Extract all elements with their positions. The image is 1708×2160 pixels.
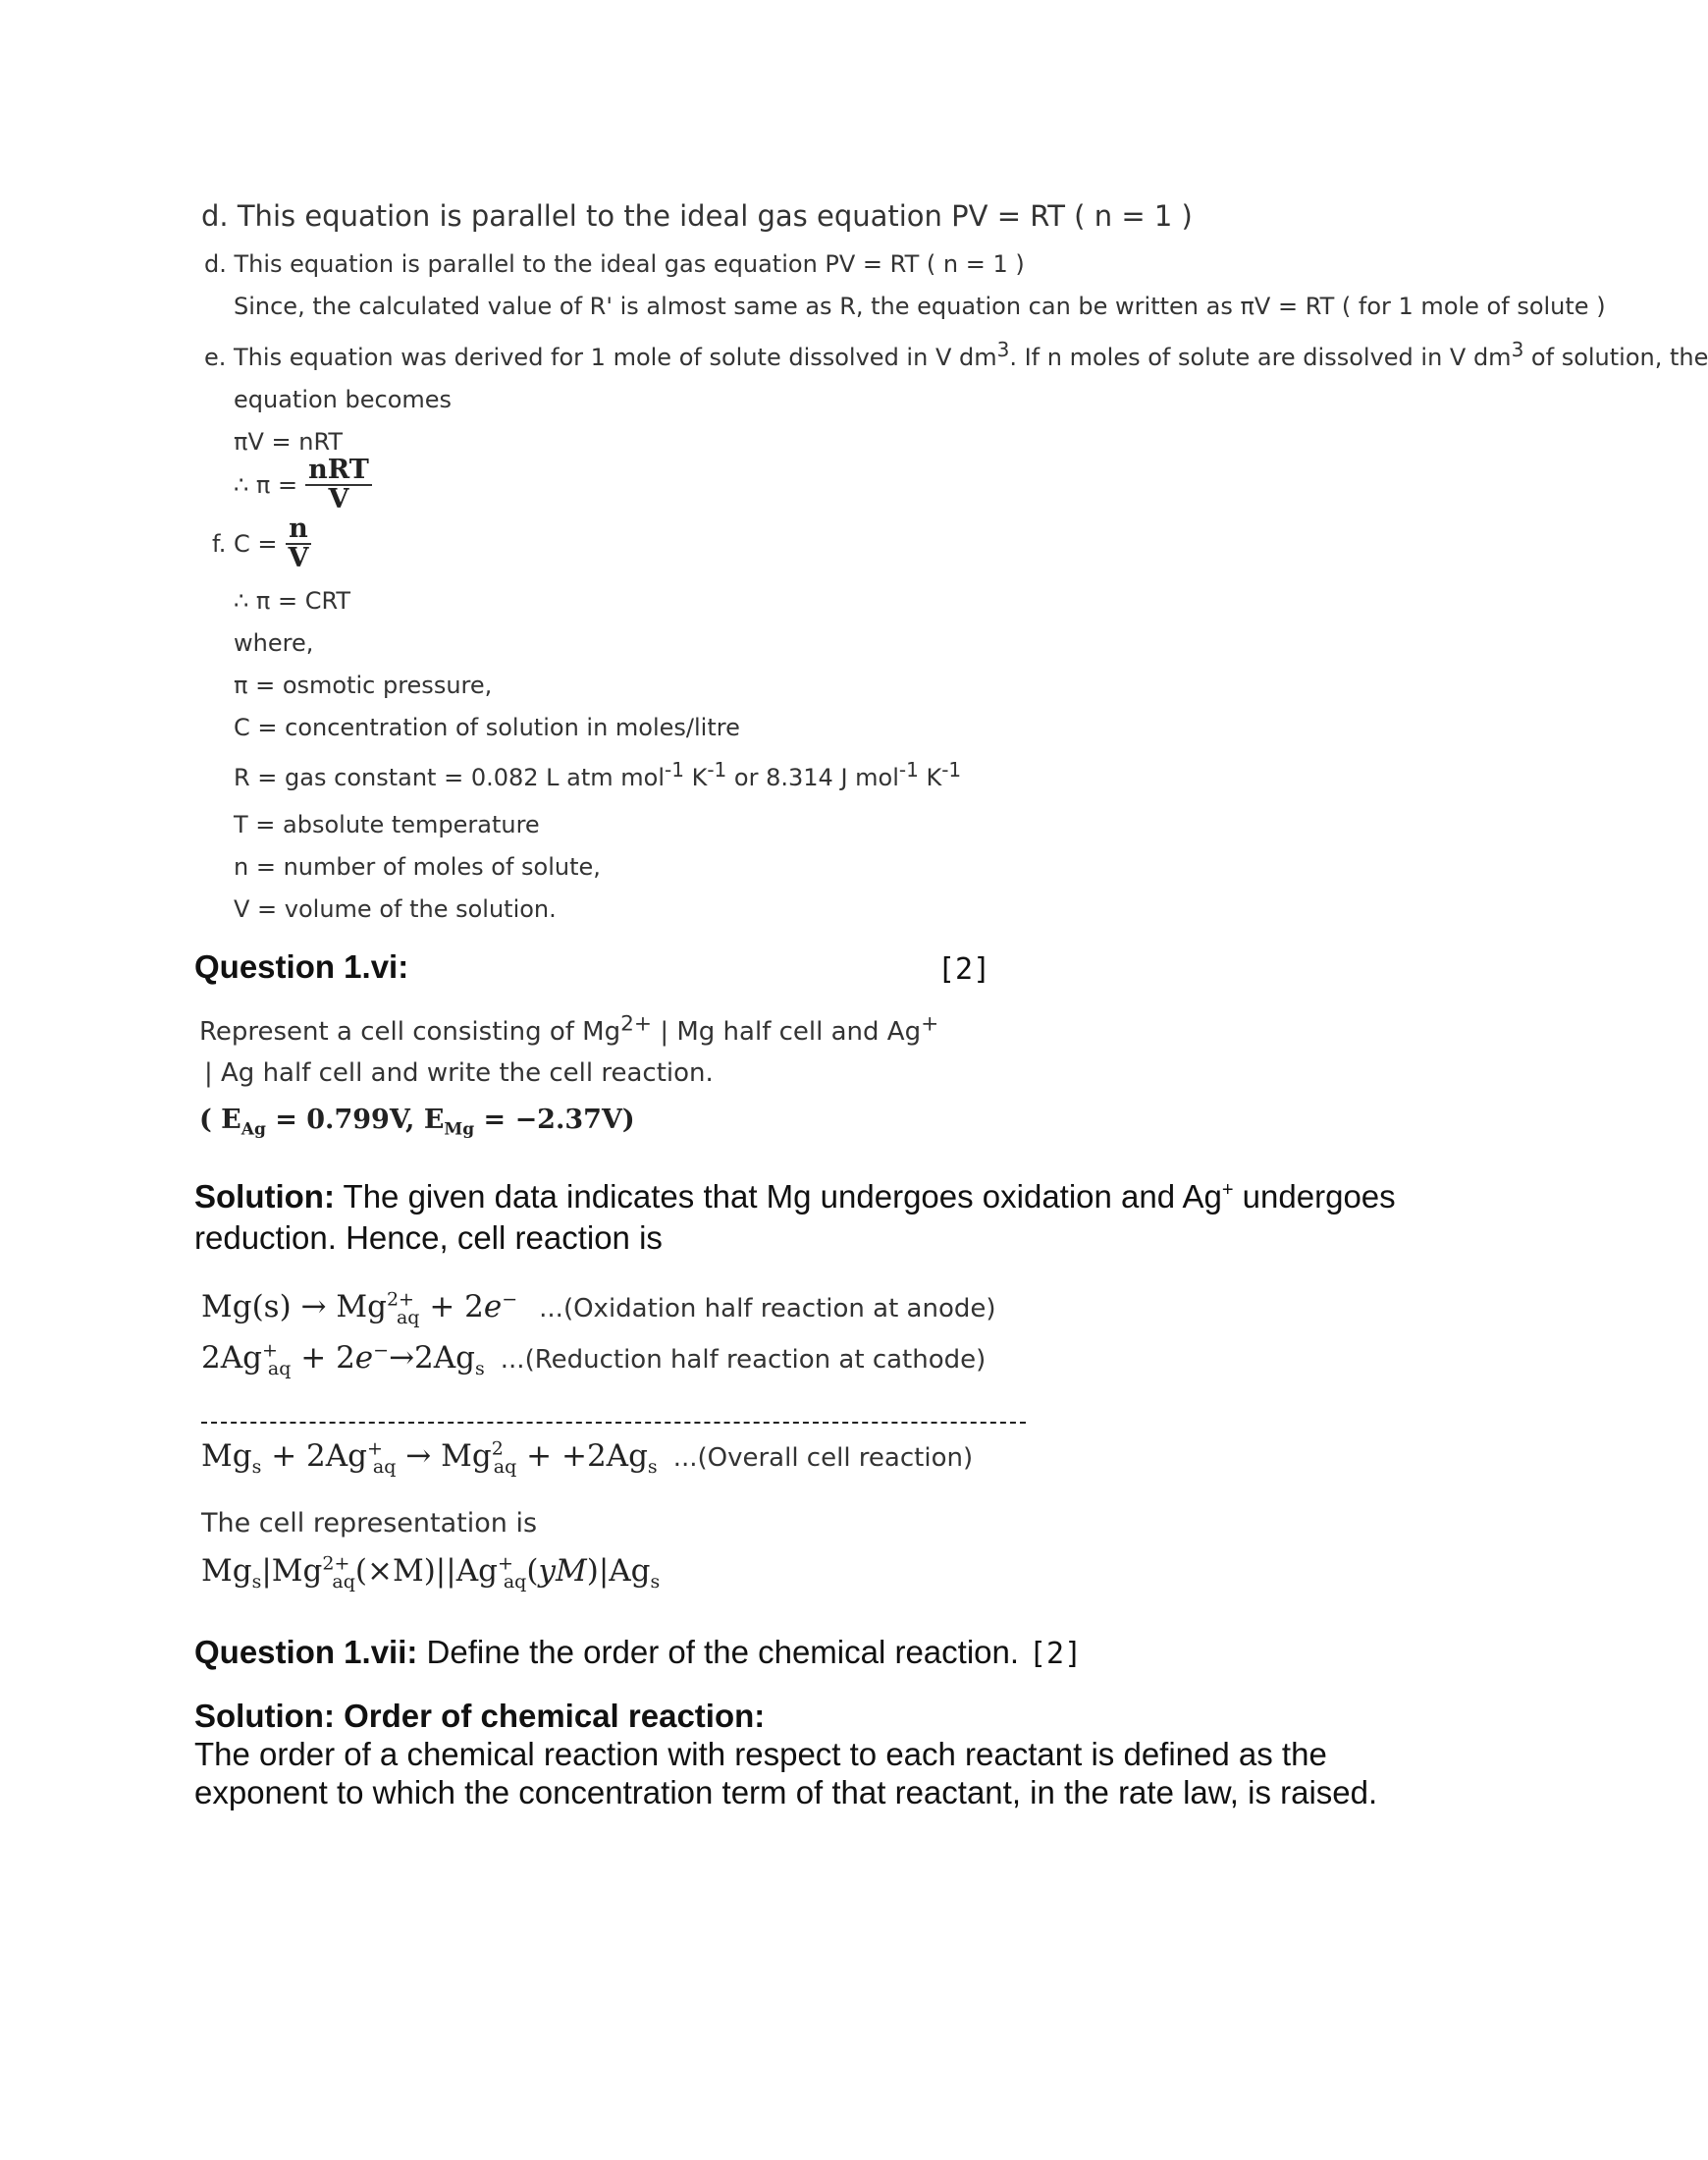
reduction-note: ...(Reduction half reaction at cathode) — [500, 1345, 987, 1375]
overall-equation: $Mg_s + 2Ag^+_{aq} \to Mg^2_{aq} + +2Ag_s$ — [201, 1437, 658, 1479]
mg-subscript: Mg — [444, 1119, 475, 1140]
pi-crt-equation: ∴ π = CRT — [234, 587, 351, 615]
cell-representation-label: The cell representation is — [201, 1508, 538, 1539]
reduction-half-reaction — [201, 1339, 987, 1380]
fraction-numerator: n — [286, 515, 311, 545]
definition-c: C = concentration of solution in moles/litre — [234, 714, 740, 741]
q7-solution-heading: Solution: Order of chemical reaction: — [194, 1698, 766, 1734]
q6-text-mid: | Mg half cell and Ag — [652, 1017, 922, 1047]
therefore-pi: ∴ π = — [234, 471, 298, 500]
ag-charge: + — [921, 1011, 939, 1037]
oxidation-equation: $Mg(s) \to Mg^{2+}_{aq} + 2e^-$ — [201, 1288, 518, 1329]
q6-solution-line2: reduction. Hence, cell reaction is — [194, 1219, 663, 1256]
data-end: = −2.37V) — [474, 1105, 635, 1135]
f-label: f. C = — [212, 530, 278, 559]
r-exp: -1 — [898, 758, 919, 782]
q7-answer-line1: The order of a chemical reaction with respect to each reactant is defined as the — [194, 1736, 1327, 1772]
e-exp-2: 3 — [1511, 338, 1524, 361]
r-text-or: or 8.314 J mol — [726, 764, 899, 791]
r-exp: -1 — [941, 758, 962, 782]
pi-fraction-line — [234, 457, 372, 514]
definition-t: T = absolute temperature — [234, 811, 540, 838]
question-1-vii-marks: [2] — [1029, 1637, 1083, 1671]
n-over-v-fraction — [285, 515, 311, 573]
ag-charge: + — [1221, 1179, 1234, 1201]
solution-label: Solution: — [194, 1178, 335, 1215]
r-exp: -1 — [707, 758, 727, 782]
pi-v-equation: πV = nRT — [234, 428, 344, 456]
q6-text-pre: Represent a cell consisting of Mg — [199, 1017, 621, 1047]
cell-representation: $Mg_s|Mg^{2+}_{aq}(\times M)||Ag^+_{aq}(yM)|Ag_s$ — [201, 1552, 661, 1593]
fraction-denominator: V — [328, 484, 349, 515]
q6-solution-line1 — [194, 1178, 1396, 1215]
fraction-numerator: nRT — [305, 457, 372, 486]
e-text-post: of solution, the — [1523, 344, 1708, 371]
question-1-vii-text: Define the order of the chemical reaction. — [417, 1634, 1020, 1670]
section-d-heading: d. This equation is parallel to the ideal gas equation PV = RT ( n = 1 ) — [201, 199, 1193, 233]
e-text-mid: . If n moles of solute are dissolved in V dm — [1009, 344, 1512, 371]
question-1-vi-marks: [2] — [937, 952, 991, 987]
r-exp: -1 — [665, 758, 684, 782]
where-label: where, — [234, 629, 314, 657]
oxidation-note: ...(Oxidation half reaction at anode) — [539, 1294, 996, 1323]
section-d-since: Since, the calculated value of R' is almost same as R, the equation can be written as πV = RT ( for 1 mole of solute ) — [234, 293, 1606, 320]
data-mid: = 0.799V, E — [265, 1105, 445, 1135]
overall-cell-reaction — [201, 1437, 974, 1479]
q6-prompt-line2: | Ag half cell and write the cell reaction. — [204, 1058, 714, 1088]
nrt-over-v-fraction — [305, 457, 372, 514]
e-exp-1: 3 — [996, 338, 1010, 361]
definition-n: n = number of moles of solute, — [234, 853, 601, 881]
concentration-line — [212, 515, 311, 573]
r-text-pre: R = gas constant = 0.082 L atm mol — [234, 764, 666, 791]
definition-r — [234, 758, 962, 791]
r-text-k: K — [683, 764, 708, 791]
q6-electrode-potentials — [199, 1105, 635, 1140]
ag-subscript: Ag — [240, 1119, 266, 1140]
equation-divider — [201, 1422, 1026, 1424]
solution-text-2: undergoes — [1233, 1178, 1396, 1215]
mg-charge: 2+ — [620, 1011, 653, 1037]
question-1-vii — [194, 1634, 1019, 1671]
reduction-equation: $2Ag^+_{aq} + 2e^-\to 2Ag_s$ — [201, 1339, 485, 1380]
solution-text: The given data indicates that Mg undergoes oxidation and Ag — [334, 1178, 1222, 1215]
overall-note: ...(Overall cell reaction) — [672, 1443, 974, 1473]
q7-answer-line2: exponent to which the concentration term of that reactant, in the rate law, is raised. — [194, 1774, 1378, 1810]
definition-pi: π = osmotic pressure, — [234, 672, 493, 699]
section-d-line: d. This equation is parallel to the ideal gas equation PV = RT ( n = 1 ) — [204, 250, 1025, 278]
section-e-line — [204, 338, 1708, 371]
fraction-denominator: V — [288, 543, 309, 574]
definition-v: V = volume of the solution. — [234, 895, 557, 923]
q6-prompt-line1 — [199, 1011, 939, 1047]
data-open: ( E — [199, 1105, 241, 1135]
question-1-vii-label: Question 1.vii: — [194, 1634, 418, 1670]
e-text-pre: e. This equation was derived for 1 mole of solute dissolved in V dm — [204, 344, 997, 371]
question-1-vi-label: Question 1.vi: — [194, 948, 409, 985]
oxidation-half-reaction — [201, 1288, 996, 1329]
r-text-k: K — [918, 764, 942, 791]
section-e-cont: equation becomes — [234, 386, 453, 413]
